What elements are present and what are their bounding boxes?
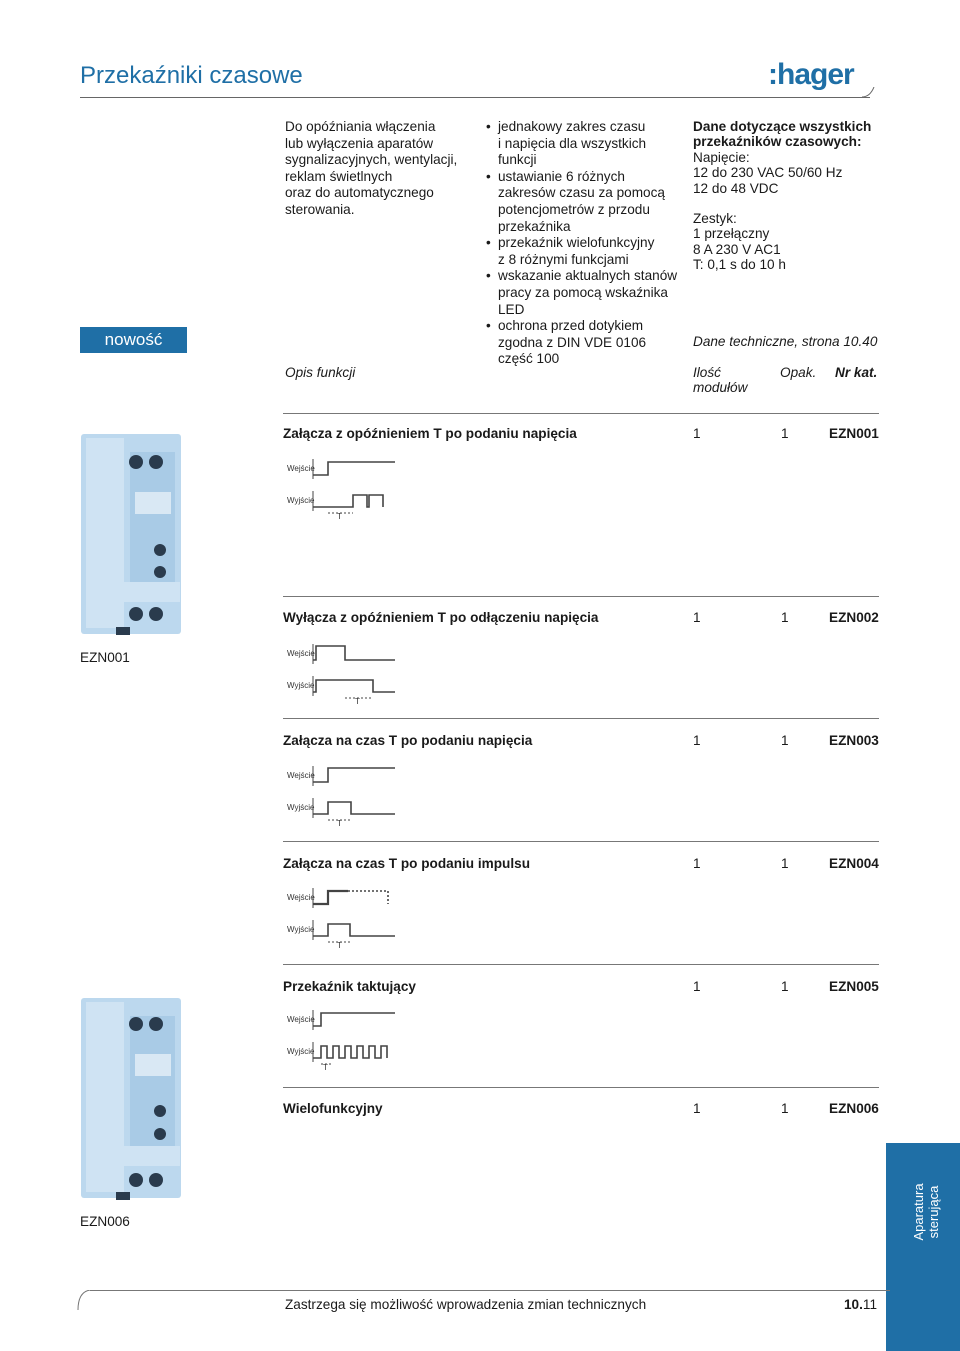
footer-note: Zastrzega się możliwość wprowadzenia zmian technicznych bbox=[285, 1297, 647, 1312]
timing-diagram bbox=[283, 762, 413, 827]
function-label: Przekaźnik taktujący bbox=[283, 979, 416, 994]
catalog-number: EZN003 bbox=[829, 733, 879, 748]
time-label: T bbox=[337, 941, 342, 949]
pack-count: 1 bbox=[781, 979, 789, 994]
output-signal-label: Wyjście bbox=[287, 496, 315, 505]
catalog-number: EZN006 bbox=[829, 1101, 879, 1116]
catalog-number: EZN002 bbox=[829, 610, 879, 625]
modules-count: 1 bbox=[693, 426, 701, 441]
pack-count: 1 bbox=[781, 733, 789, 748]
input-signal-label: Wejście bbox=[287, 893, 315, 902]
catalog-number: EZN001 bbox=[829, 426, 879, 441]
function-label: Załącza na czas T po podaniu impulsu bbox=[283, 856, 530, 871]
row-divider bbox=[283, 413, 879, 414]
modules-count: 1 bbox=[693, 733, 701, 748]
row-divider bbox=[283, 1087, 879, 1088]
technical-data-reference: Dane techniczne, strona 10.40 bbox=[693, 334, 878, 349]
header-rule bbox=[80, 97, 870, 98]
input-signal-label: Wejście bbox=[287, 1015, 315, 1024]
feature-item: • przekaźnik wielofunkcyjny z 8 różnymi funkcjami bbox=[486, 235, 681, 268]
header-modules: Ilość modułów bbox=[693, 365, 748, 395]
modules-count: 1 bbox=[693, 856, 701, 871]
page-title: Przekaźniki czasowe bbox=[80, 62, 303, 89]
time-label: T bbox=[323, 1063, 328, 1071]
device-caption: EZN001 bbox=[80, 650, 130, 665]
feature-item: • ustawianie 6 różnych zakresów czasu za pomocą potencjometrów z przodu przekaźnika bbox=[486, 169, 681, 235]
output-signal-label: Wyjście bbox=[287, 803, 315, 812]
row-divider bbox=[283, 596, 879, 597]
page-number: 10.11 bbox=[844, 1297, 878, 1312]
feature-item: • wskazanie aktualnych stanów pracy za pomocą wskaźnika LED bbox=[486, 268, 681, 318]
input-signal-label: Wejście bbox=[287, 464, 315, 473]
feature-list bbox=[486, 119, 681, 368]
modules-count: 1 bbox=[693, 979, 701, 994]
device-image-ezn006 bbox=[80, 996, 190, 1206]
intro-description: Do opóźniania włączenia lub wyłączenia aparatów sygnalizacyjnych, wentylacji, reklam świetlnych oraz do automatycznego sterowania. bbox=[285, 119, 458, 217]
pack-count: 1 bbox=[781, 610, 789, 625]
input-signal-label: Wejście bbox=[287, 649, 315, 658]
pack-count: 1 bbox=[781, 426, 789, 441]
new-badge: nowość bbox=[80, 327, 187, 353]
row-divider bbox=[283, 964, 879, 965]
footer-rule bbox=[90, 1290, 890, 1291]
row-divider bbox=[283, 841, 879, 842]
timing-diagram bbox=[283, 640, 413, 705]
section-tab bbox=[886, 1143, 960, 1351]
pack-count: 1 bbox=[781, 1101, 789, 1116]
pack-count: 1 bbox=[781, 856, 789, 871]
time-label: T bbox=[337, 512, 342, 520]
feature-item: • ochrona przed dotykiem zgodna z DIN VDE 0106 część 100 bbox=[486, 318, 681, 368]
function-label: Wielofunkcyjny bbox=[283, 1101, 383, 1116]
function-label: Załącza na czas T po podaniu napięcia bbox=[283, 733, 533, 748]
output-signal-label: Wyjście bbox=[287, 681, 315, 690]
timing-diagram bbox=[283, 1006, 413, 1071]
modules-count: 1 bbox=[693, 610, 701, 625]
header-pack: Opak. bbox=[780, 365, 817, 380]
header-rule-curve bbox=[862, 87, 882, 99]
time-label: T bbox=[337, 819, 342, 827]
function-label: Wyłącza z opóźnieniem T po odłączeniu napięcia bbox=[283, 610, 599, 625]
function-label: Załącza z opóźnieniem T po podaniu napięcia bbox=[283, 426, 577, 441]
timing-diagram bbox=[283, 884, 413, 949]
feature-item: • jednakowy zakres czasu i napięcia dla wszystkich funkcji bbox=[486, 119, 681, 169]
modules-count: 1 bbox=[693, 1101, 701, 1116]
output-signal-label: Wyjście bbox=[287, 1047, 315, 1056]
output-signal-label: Wyjście bbox=[287, 925, 315, 934]
header-description: Opis funkcji bbox=[285, 365, 356, 380]
catalog-number: EZN005 bbox=[829, 979, 879, 994]
header-catalog-number: Nr kat. bbox=[835, 365, 878, 380]
hager-logo: :hager bbox=[768, 58, 854, 91]
timing-diagram bbox=[283, 455, 413, 520]
row-divider bbox=[283, 718, 879, 719]
catalog-number: EZN004 bbox=[829, 856, 879, 871]
section-tab-label: Aparatura sterująca bbox=[911, 1183, 941, 1241]
footer-rule-curve bbox=[76, 1290, 92, 1312]
device-image-ezn001 bbox=[80, 432, 190, 642]
device-caption: EZN006 bbox=[80, 1214, 130, 1229]
time-label: T bbox=[355, 697, 360, 705]
input-signal-label: Wejście bbox=[287, 771, 315, 780]
common-data: Dane dotyczące wszystkich przekaźników czasowych: Napięcie: 12 do 230 VAC 50/60 Hz 12 do 48 VDC Zestyk: 1 przełączny 8 A 230 V AC1 T: 0,1 s do 10 h bbox=[693, 119, 872, 273]
